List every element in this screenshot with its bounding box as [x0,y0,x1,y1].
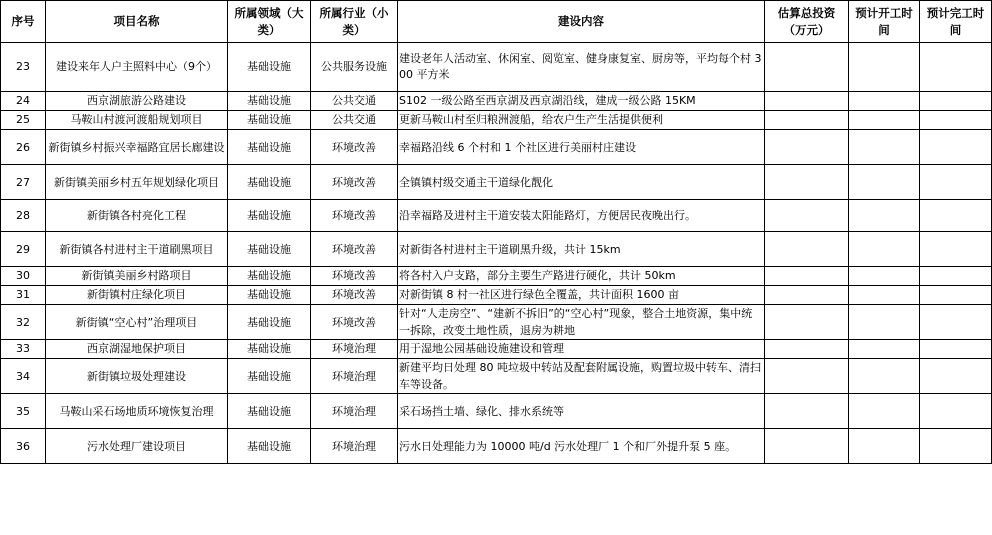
cell-name: 新街镇乡村振兴幸福路宜居长廊建设 [46,130,228,165]
table-row [1,165,992,200]
cell-industry: 环境改善 [311,286,398,305]
cell-end [920,286,992,305]
cell-start [849,394,920,429]
cell-content: 更新马鞍山村至归粮洲渡船，给农户生产生活提供便利 [398,111,765,130]
cell-content: 污水日处理能力为 10000 吨/d 污水处理厂 1 个和厂外提升泵 5 座。 [398,429,765,464]
cell-name: 新街镇美丽乡村路项目 [46,267,228,286]
cell-end [920,130,992,165]
header-row [1,1,992,43]
cell-investment [765,286,849,305]
cell-content: 采石场挡土墙、绿化、排水系统等 [398,394,765,429]
cell-start [849,92,920,111]
cell-industry: 环境改善 [311,165,398,200]
table-row [1,200,992,232]
cell-industry: 环境改善 [311,232,398,267]
cell-content: 对新街各村进村主干道刷黑升级，共计 15km [398,232,765,267]
cell-investment [765,111,849,130]
cell-end [920,267,992,286]
cell-end [920,165,992,200]
cell-name: 马鞍山村渡河渡船规划项目 [46,111,228,130]
cell-end [920,43,992,92]
cell-domain: 基础设施 [228,267,311,286]
cell-end [920,200,992,232]
cell-start [849,359,920,394]
cell-industry: 公共交通 [311,111,398,130]
cell-seq: 31 [1,286,46,305]
header-end: 预计完工时间 [920,1,992,43]
cell-domain: 基础设施 [228,111,311,130]
cell-name: 新街镇“空心村”治理项目 [46,305,228,340]
cell-industry: 环境改善 [311,305,398,340]
cell-domain: 基础设施 [228,340,311,359]
cell-domain: 基础设施 [228,200,311,232]
cell-seq: 32 [1,305,46,340]
table-row [1,43,992,92]
cell-industry: 环境改善 [311,267,398,286]
cell-investment [765,394,849,429]
cell-start [849,165,920,200]
cell-investment [765,92,849,111]
cell-start [849,200,920,232]
cell-name: 西京湖湿地保护项目 [46,340,228,359]
cell-investment [765,200,849,232]
cell-domain: 基础设施 [228,359,311,394]
cell-seq: 27 [1,165,46,200]
cell-seq: 33 [1,340,46,359]
cell-investment [765,305,849,340]
cell-end [920,429,992,464]
cell-start [849,286,920,305]
cell-investment [765,130,849,165]
cell-seq: 35 [1,394,46,429]
cell-content: 幸福路沿线 6 个村和 1 个社区进行美丽村庄建设 [398,130,765,165]
cell-seq: 36 [1,429,46,464]
table-row [1,305,992,340]
cell-industry: 公共服务设施 [311,43,398,92]
cell-content: 针对“人走房空”、“建新不拆旧”的“空心村”现象，整合土地资源，集中统一拆除，改变土地性质，退房为耕地 [398,305,765,340]
header-domain: 所属领域（大类） [228,1,311,43]
table-row [1,394,992,429]
header-start: 预计开工时间 [849,1,920,43]
header-name: 项目名称 [46,1,228,43]
cell-start [849,267,920,286]
cell-start [849,232,920,267]
cell-start [849,130,920,165]
cell-industry: 公共交通 [311,92,398,111]
cell-start [849,340,920,359]
header-investment: 估算总投资（万元） [765,1,849,43]
cell-content: 沿幸福路及进村主干道安装太阳能路灯，方便居民夜晚出行。 [398,200,765,232]
cell-investment [765,340,849,359]
cell-start [849,305,920,340]
cell-end [920,232,992,267]
cell-domain: 基础设施 [228,394,311,429]
cell-content: 建设老年人活动室、休闲室、阅览室、健身康复室、厨房等，平均每个村 300 平方米 [398,43,765,92]
cell-industry: 环境治理 [311,340,398,359]
cell-industry: 环境改善 [311,200,398,232]
cell-end [920,305,992,340]
cell-end [920,394,992,429]
cell-investment [765,429,849,464]
cell-content: 将各村入户支路，部分主要生产路进行硬化，共计 50km [398,267,765,286]
cell-name: 新街镇各村进村主干道刷黑项目 [46,232,228,267]
table-row [1,111,992,130]
cell-seq: 30 [1,267,46,286]
cell-industry: 环境治理 [311,429,398,464]
table-row [1,267,992,286]
header-seq: 序号 [1,1,46,43]
cell-seq: 28 [1,200,46,232]
cell-domain: 基础设施 [228,92,311,111]
cell-seq: 29 [1,232,46,267]
cell-domain: 基础设施 [228,232,311,267]
table-row [1,92,992,111]
cell-domain: 基础设施 [228,429,311,464]
cell-content: 用于湿地公园基础设施建设和管理 [398,340,765,359]
cell-domain: 基础设施 [228,286,311,305]
cell-name: 新街镇村庄绿化项目 [46,286,228,305]
header-industry: 所属行业（小类） [311,1,398,43]
cell-seq: 26 [1,130,46,165]
cell-start [849,429,920,464]
cell-investment [765,267,849,286]
cell-end [920,111,992,130]
table-row [1,286,992,305]
cell-content: 对新街镇 8 村一社区进行绿色全覆盖，共计面积 1600 亩 [398,286,765,305]
cell-content: 全镇镇村级交通主干道绿化靓化 [398,165,765,200]
cell-domain: 基础设施 [228,305,311,340]
cell-investment [765,359,849,394]
cell-name: 新街镇垃圾处理建设 [46,359,228,394]
cell-name: 污水处理厂建设项目 [46,429,228,464]
table-row [1,130,992,165]
cell-name: 马鞍山采石场地质环境恢复治理 [46,394,228,429]
cell-start [849,111,920,130]
table-row [1,232,992,267]
cell-name: 新街镇各村亮化工程 [46,200,228,232]
cell-seq: 25 [1,111,46,130]
cell-investment [765,232,849,267]
cell-end [920,340,992,359]
cell-industry: 环境治理 [311,359,398,394]
cell-name: 西京湖旅游公路建设 [46,92,228,111]
cell-investment [765,43,849,92]
cell-domain: 基础设施 [228,130,311,165]
header-content: 建设内容 [398,1,765,43]
cell-seq: 34 [1,359,46,394]
cell-content: S102 一级公路至西京湖及西京湖沿线，建成一级公路 15KM [398,92,765,111]
cell-industry: 环境治理 [311,394,398,429]
cell-seq: 23 [1,43,46,92]
cell-name: 新街镇美丽乡村五年规划绿化项目 [46,165,228,200]
cell-content: 新建平均日处理 80 吨垃圾中转站及配套附属设施，购置垃圾中转车、清扫车等设备。 [398,359,765,394]
cell-name: 建设来年人户主照料中心（9个） [46,43,228,92]
table-row [1,429,992,464]
cell-investment [765,165,849,200]
cell-domain: 基础设施 [228,165,311,200]
table-row [1,340,992,359]
cell-start [849,43,920,92]
table-row [1,359,992,394]
cell-seq: 24 [1,92,46,111]
cell-end [920,359,992,394]
cell-industry: 环境改善 [311,130,398,165]
cell-domain: 基础设施 [228,43,311,92]
cell-end [920,92,992,111]
